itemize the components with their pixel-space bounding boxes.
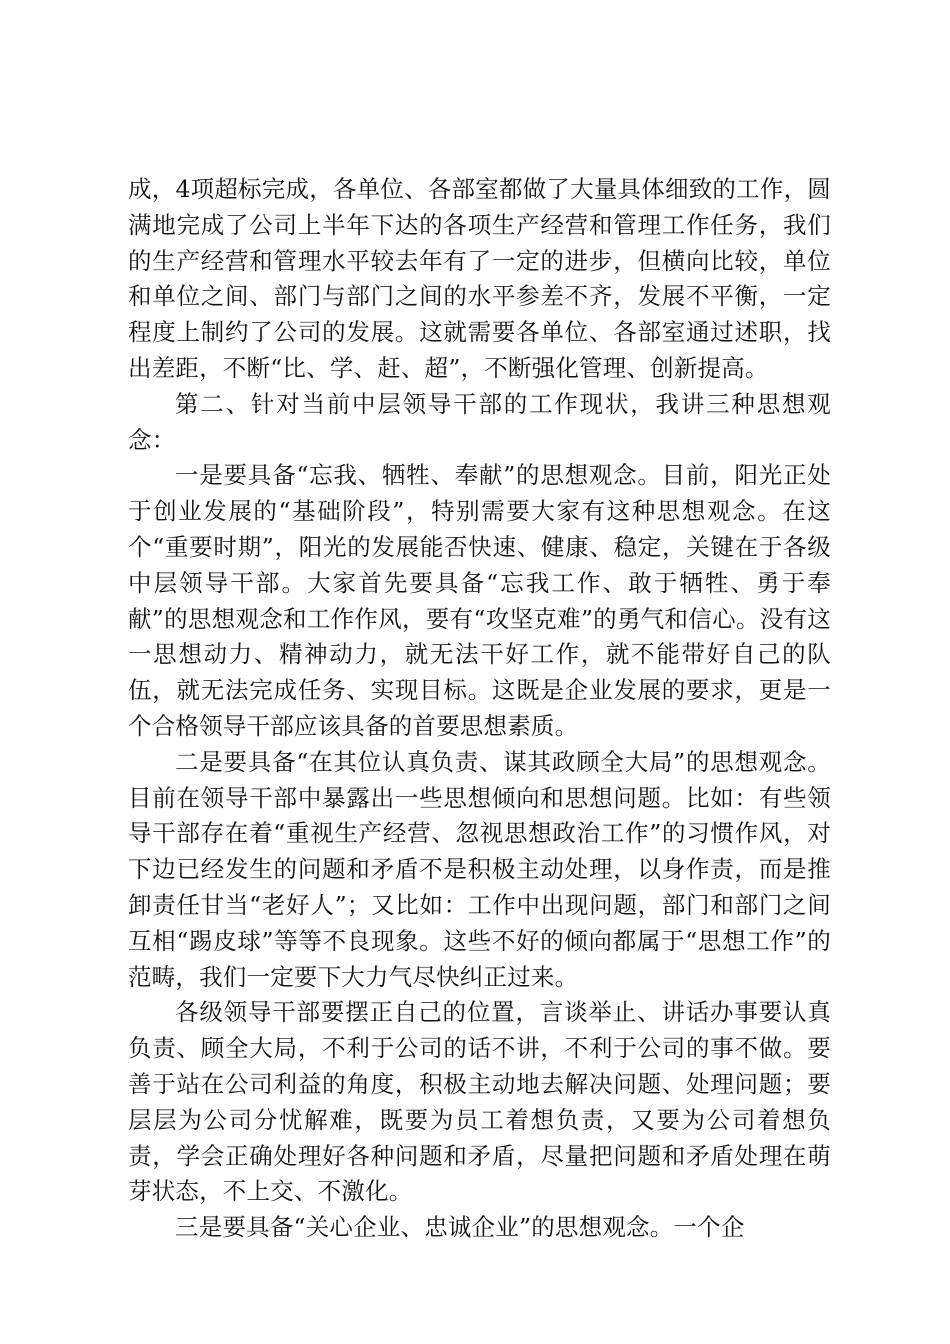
paragraph-concept-three: 三是要具备“关心企业、忠诚企业”的思想观念。一个企 <box>175 1213 745 1242</box>
paragraph-concept-two: 二是要具备“在其位认真负责、谋其政顾全大局”的思想观念。目前在领导干部中暴露出一些思想倾向和思想问题。比如：有些领导干部存在着“重视生产经营、忽视思想政治工作”的习惯作风，对下边已经发生的问题和矛盾不是积极主动处理，以身作责，而是推卸责任甘当“老好人”；又比如：工作中出现问题，部门和部门之间互相“踢皮球”等等不良现象。这些不好的倾向都属于“思想工作”的范畴，我们一定要下大力气尽快纠正过来。 <box>128 747 831 991</box>
paragraph-concept-one: 一是要具备“忘我、牺牲、奉献”的思想观念。目前，阳光正处于创业发展的“基础阶段”，特别需要大家有这种思想观念。在这个“重要时期”，阳光的发展能否快速、健康、稳定，关键在于各级中层领导干部。大家首先要具备“忘我工作、敢于牺牲、勇于奉献”的思想观念和工作作风，要有“攻坚克难”的勇气和信心。没有这一思想动力、精神动力，就无法干好工作，就不能带好自己的队伍，就无法完成任务、实现目标。这既是企业发展的要求，更是一个合格领导干部应该具备的首要思想素质。 <box>128 461 831 740</box>
paragraph-second-point: 第二、针对当前中层领导干部的工作现状，我讲三种思想观念： <box>128 389 831 454</box>
document-body <box>128 172 831 1246</box>
paragraph-continuation: 成，4项超标完成，各单位、各部室都做了大量具体细致的工作，圆满地完成了公司上半年下达的各项生产经营和管理工作任务，我们的生产经营和管理水平较去年有了一定的进步，但横向比较，单位和单位之间、部门与部门之间的水平参差不齐，发展不平衡，一定程度上制约了公司的发展。这就需要各单位、各部室通过述职，找出差距，不断“比、学、赶、超”，不断强化管理、创新提高。 <box>128 175 831 382</box>
paragraph-leaders-position: 各级领导干部要摆正自己的位置，言谈举止、讲话办事要认真负责、顾全大局，不利于公司的话不讲，不利于公司的事不做。要善于站在公司利益的角度，积极主动地去解决问题、处理问题；要层层为公司分忧解难，既要为员工着想负责，又要为公司着想负责，学会正确处理好各种问题和矛盾，尽量把问题和矛盾处理在萌芽状态，不上交、不激化。 <box>128 998 831 1206</box>
